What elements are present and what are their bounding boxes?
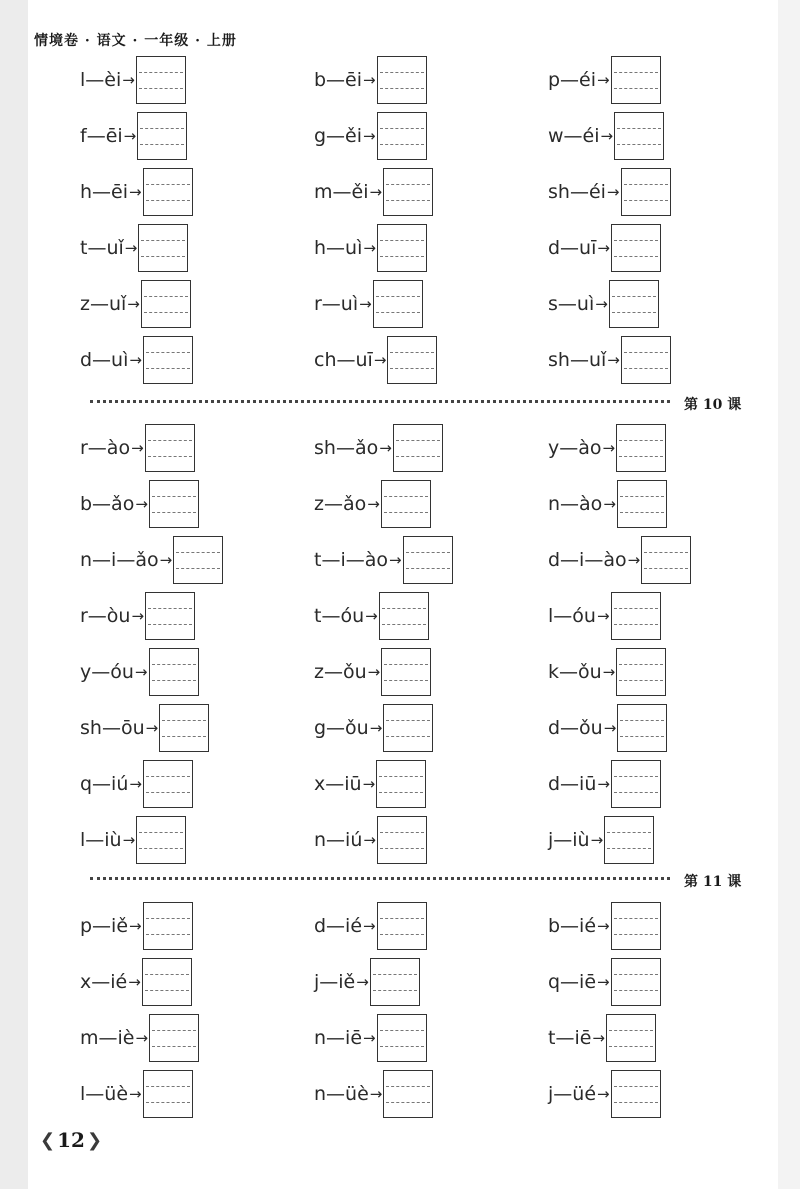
arrow-right-icon: →: [597, 1085, 610, 1103]
arrow-right-icon: →: [356, 973, 369, 991]
arrow-right-icon: →: [122, 71, 135, 89]
pinyin-spelling: sh—ōu: [80, 717, 145, 739]
arrow-right-icon: →: [123, 127, 137, 145]
arrow-right-icon: →: [597, 917, 610, 935]
pinyin-spelling: n—üè: [314, 1083, 369, 1105]
answer-writing-box[interactable]: [149, 480, 199, 528]
answer-writing-box[interactable]: [370, 958, 420, 1006]
answer-writing-box[interactable]: [617, 704, 667, 752]
pinyin-spelling: j—iě: [314, 971, 356, 993]
answer-writing-box[interactable]: [141, 280, 191, 328]
arrow-right-icon: →: [129, 917, 142, 935]
pinyin-exercise-item: [548, 108, 740, 164]
answer-writing-box[interactable]: [142, 958, 192, 1006]
pinyin-spelling: m—iè: [80, 1027, 135, 1049]
pinyin-exercise-item: [548, 898, 740, 954]
answer-writing-box[interactable]: [138, 224, 188, 272]
answer-writing-box[interactable]: [377, 1014, 427, 1062]
answer-writing-box[interactable]: [143, 1070, 193, 1118]
pinyin-exercise-item: [548, 700, 740, 756]
pinyin-spelling: l—óu: [548, 605, 596, 627]
answer-writing-box[interactable]: [616, 648, 666, 696]
arrow-right-icon: →: [367, 495, 380, 513]
answer-writing-box[interactable]: [383, 704, 433, 752]
pinyin-exercise-item: [548, 756, 740, 812]
pinyin-exercise-item: [548, 644, 740, 700]
answer-writing-box[interactable]: [145, 592, 195, 640]
pinyin-exercise-item: [548, 420, 740, 476]
pinyin-exercise-item: [548, 164, 740, 220]
arrow-right-icon: →: [627, 551, 641, 569]
answer-writing-box[interactable]: [136, 56, 186, 104]
pinyin-spelling: t—iē: [548, 1027, 592, 1049]
pinyin-spelling: n—iú: [314, 829, 363, 851]
arrow-right-icon: →: [134, 663, 148, 681]
answer-writing-box[interactable]: [617, 480, 667, 528]
pinyin-spelling: ch—uī: [314, 349, 373, 371]
answer-writing-box[interactable]: [387, 336, 437, 384]
pinyin-exercise-item: [314, 532, 548, 588]
answer-writing-box[interactable]: [376, 760, 426, 808]
arrow-right-icon: →: [127, 295, 140, 313]
arrow-right-icon: →: [122, 831, 136, 849]
arrow-right-icon: →: [367, 663, 381, 681]
arrow-right-icon: →: [363, 239, 376, 257]
pinyin-exercise-item: [548, 332, 740, 388]
answer-writing-box[interactable]: [621, 168, 671, 216]
pinyin-spelling: z—ǒu: [314, 661, 367, 683]
pinyin-spelling: z—ǎo: [314, 493, 367, 515]
arrow-right-icon: →: [590, 831, 604, 849]
arrow-right-icon: →: [369, 719, 383, 737]
pinyin-exercise-item: [548, 812, 740, 868]
pinyin-exercise-item: [314, 1066, 548, 1122]
pinyin-spelling: n—i—ǎo: [80, 549, 159, 571]
pinyin-exercise-item: [80, 220, 314, 276]
section-divider-1: [90, 400, 670, 403]
pinyin-exercise-item: [80, 1066, 314, 1122]
exercise-section-3: [80, 898, 740, 1122]
arrow-right-icon: →: [145, 719, 159, 737]
pinyin-spelling: t—uǐ: [80, 237, 124, 259]
pinyin-spelling: b—ǎo: [80, 493, 135, 515]
pinyin-exercise-item: [314, 52, 548, 108]
pinyin-spelling: p—éi: [548, 69, 597, 91]
pinyin-exercise-item: [80, 954, 314, 1010]
section-divider-2: [90, 877, 670, 880]
pinyin-exercise-item: [80, 164, 314, 220]
pinyin-spelling: x—iū: [314, 773, 362, 795]
pinyin-exercise-item: [548, 532, 740, 588]
answer-writing-box[interactable]: [377, 902, 427, 950]
pinyin-exercise-item: [80, 812, 314, 868]
right-leaf-ornament-icon: ❯: [86, 1129, 103, 1151]
arrow-right-icon: →: [135, 495, 148, 513]
answer-writing-box[interactable]: [143, 902, 193, 950]
arrow-right-icon: →: [597, 973, 610, 991]
pinyin-spelling: l—üè: [80, 1083, 129, 1105]
arrow-right-icon: →: [363, 1029, 376, 1047]
answer-writing-box[interactable]: [611, 902, 661, 950]
lesson-label-10: 第 10 课: [684, 397, 742, 413]
pinyin-spelling: t—óu: [314, 605, 365, 627]
exercise-section-1: [80, 52, 740, 388]
pinyin-exercise-item: [314, 588, 548, 644]
pinyin-spelling: g—ěi: [314, 125, 363, 147]
lesson-label-11: 第 11 课: [684, 874, 742, 890]
answer-writing-box[interactable]: [611, 1070, 661, 1118]
arrow-right-icon: →: [129, 183, 142, 201]
pinyin-spelling: r—ào: [80, 437, 131, 459]
answer-writing-box[interactable]: [604, 816, 654, 864]
arrow-right-icon: →: [600, 127, 614, 145]
pinyin-spelling: w—éi: [548, 125, 600, 147]
pinyin-exercise-item: [314, 898, 548, 954]
answer-writing-box[interactable]: [377, 816, 427, 864]
arrow-right-icon: →: [363, 71, 376, 89]
pinyin-spelling: t—i—ào: [314, 549, 388, 571]
arrow-right-icon: →: [135, 1029, 149, 1047]
answer-writing-box[interactable]: [611, 760, 661, 808]
pinyin-exercise-item: [314, 108, 548, 164]
answer-writing-box[interactable]: [377, 56, 427, 104]
pinyin-grid-3: [80, 898, 740, 1122]
answer-writing-box[interactable]: [173, 536, 223, 584]
arrow-right-icon: →: [389, 551, 402, 569]
answer-writing-box[interactable]: [641, 536, 691, 584]
arrow-right-icon: →: [365, 607, 378, 625]
pinyin-exercise-item: [80, 276, 314, 332]
pinyin-spelling: d—i—ào: [548, 549, 627, 571]
pinyin-spelling: s—uì: [548, 293, 595, 315]
pinyin-spelling: j—iù: [548, 829, 590, 851]
pinyin-spelling: z—uǐ: [80, 293, 127, 315]
pinyin-spelling: d—ié: [314, 915, 363, 937]
exercise-section-2: [80, 420, 740, 868]
pinyin-spelling: b—ēi: [314, 69, 363, 91]
answer-writing-box[interactable]: [136, 816, 186, 864]
answer-writing-box[interactable]: [611, 224, 661, 272]
pinyin-exercise-item: [548, 476, 740, 532]
pinyin-exercise-item: [548, 220, 740, 276]
answer-writing-box[interactable]: [379, 592, 429, 640]
pinyin-exercise-item: [80, 476, 314, 532]
arrow-right-icon: →: [597, 71, 610, 89]
pinyin-exercise-item: [314, 812, 548, 868]
page-number-value: 12: [57, 1128, 85, 1152]
answer-writing-box[interactable]: [137, 112, 187, 160]
pinyin-spelling: h—ēi: [80, 181, 129, 203]
arrow-right-icon: →: [362, 775, 376, 793]
pinyin-exercise-item: [80, 700, 314, 756]
pinyin-spelling: l—èi: [80, 69, 122, 91]
arrow-right-icon: →: [603, 495, 616, 513]
pinyin-grid-2: [80, 420, 740, 868]
arrow-right-icon: →: [369, 1085, 383, 1103]
answer-writing-box[interactable]: [609, 280, 659, 328]
answer-writing-box[interactable]: [383, 1070, 433, 1118]
arrow-right-icon: →: [597, 239, 610, 257]
pinyin-exercise-item: [548, 1010, 740, 1066]
answer-writing-box[interactable]: [606, 1014, 656, 1062]
pinyin-exercise-item: [314, 332, 548, 388]
pinyin-exercise-item: [548, 954, 740, 1010]
pinyin-exercise-item: [80, 756, 314, 812]
page-right-edge: [778, 0, 800, 1189]
arrow-right-icon: →: [129, 351, 142, 369]
pinyin-spelling: p—iě: [80, 915, 129, 937]
pinyin-exercise-item: [314, 476, 548, 532]
pinyin-exercise-item: [80, 898, 314, 954]
answer-writing-box[interactable]: [381, 648, 431, 696]
answer-writing-box[interactable]: [621, 336, 671, 384]
arrow-right-icon: →: [602, 439, 616, 457]
pinyin-exercise-item: [314, 644, 548, 700]
answer-writing-box[interactable]: [611, 592, 661, 640]
pinyin-exercise-item: [314, 276, 548, 332]
pinyin-spelling: g—ǒu: [314, 717, 369, 739]
pinyin-spelling: n—iē: [314, 1027, 363, 1049]
pinyin-spelling: d—iū: [548, 773, 597, 795]
answer-writing-box[interactable]: [159, 704, 209, 752]
pinyin-grid-1: [80, 52, 740, 388]
arrow-right-icon: →: [128, 973, 141, 991]
answer-writing-box[interactable]: [377, 112, 427, 160]
arrow-right-icon: →: [602, 663, 616, 681]
pinyin-exercise-item: [548, 1066, 740, 1122]
arrow-right-icon: →: [373, 351, 387, 369]
arrow-right-icon: →: [363, 127, 376, 145]
arrow-right-icon: →: [159, 551, 173, 569]
arrow-right-icon: →: [363, 917, 376, 935]
pinyin-exercise-item: [314, 220, 548, 276]
answer-writing-box[interactable]: [143, 168, 193, 216]
arrow-right-icon: →: [129, 1085, 142, 1103]
pinyin-exercise-item: [314, 756, 548, 812]
pinyin-exercise-item: [314, 1010, 548, 1066]
pinyin-spelling: q—iú: [80, 773, 129, 795]
answer-writing-box[interactable]: [383, 168, 433, 216]
pinyin-spelling: y—óu: [80, 661, 134, 683]
arrow-right-icon: →: [363, 831, 376, 849]
arrow-right-icon: →: [124, 239, 138, 257]
pinyin-exercise-item: [314, 700, 548, 756]
arrow-right-icon: →: [603, 719, 617, 737]
arrow-right-icon: →: [607, 351, 620, 369]
pinyin-exercise-item: [80, 1010, 314, 1066]
arrow-right-icon: →: [369, 183, 383, 201]
pinyin-spelling: x—ié: [80, 971, 128, 993]
pinyin-exercise-item: [80, 532, 314, 588]
pinyin-exercise-item: [80, 588, 314, 644]
answer-writing-box[interactable]: [611, 958, 661, 1006]
pinyin-spelling: d—uī: [548, 237, 597, 259]
pinyin-spelling: d—uì: [80, 349, 129, 371]
answer-writing-box[interactable]: [145, 424, 195, 472]
pinyin-spelling: d—ǒu: [548, 717, 603, 739]
pinyin-exercise-item: [80, 332, 314, 388]
page-number: [40, 1128, 102, 1152]
answer-writing-box[interactable]: [611, 56, 661, 104]
pinyin-exercise-item: [314, 420, 548, 476]
pinyin-spelling: f—ēi: [80, 125, 123, 147]
pinyin-exercise-item: [548, 588, 740, 644]
answer-writing-box[interactable]: [149, 1014, 199, 1062]
answer-writing-box[interactable]: [143, 336, 193, 384]
arrow-right-icon: →: [131, 607, 145, 625]
pinyin-spelling: y—ào: [548, 437, 602, 459]
pinyin-spelling: h—uì: [314, 237, 363, 259]
answer-writing-box[interactable]: [143, 760, 193, 808]
pinyin-spelling: sh—ǎo: [314, 437, 379, 459]
answer-writing-box[interactable]: [149, 648, 199, 696]
pinyin-spelling: l—iù: [80, 829, 122, 851]
pinyin-spelling: n—ào: [548, 493, 603, 515]
arrow-right-icon: →: [131, 439, 144, 457]
answer-writing-box[interactable]: [381, 480, 431, 528]
answer-writing-box[interactable]: [614, 112, 664, 160]
pinyin-exercise-item: [80, 420, 314, 476]
answer-writing-box[interactable]: [377, 224, 427, 272]
answer-writing-box[interactable]: [373, 280, 423, 328]
arrow-right-icon: →: [129, 775, 142, 793]
pinyin-spelling: r—òu: [80, 605, 131, 627]
pinyin-exercise-item: [548, 276, 740, 332]
page-binding-margin: [0, 0, 28, 1189]
pinyin-spelling: b—ié: [548, 915, 597, 937]
arrow-right-icon: →: [595, 295, 608, 313]
pinyin-spelling: j—üé: [548, 1083, 597, 1105]
left-leaf-ornament-icon: ❮: [40, 1129, 56, 1151]
answer-writing-box[interactable]: [616, 424, 666, 472]
pinyin-spelling: m—ěi: [314, 181, 369, 203]
pinyin-spelling: k—ǒu: [548, 661, 602, 683]
pinyin-exercise-item: [548, 52, 740, 108]
pinyin-exercise-item: [80, 644, 314, 700]
pinyin-exercise-item: [80, 108, 314, 164]
pinyin-exercise-item: [314, 954, 548, 1010]
arrow-right-icon: →: [359, 295, 372, 313]
arrow-right-icon: →: [597, 775, 610, 793]
page-header: 情境卷 · 语文 · 一年级 · 上册: [34, 33, 237, 49]
arrow-right-icon: →: [606, 183, 620, 201]
pinyin-exercise-item: [80, 52, 314, 108]
pinyin-spelling: sh—uǐ: [548, 349, 607, 371]
arrow-right-icon: →: [596, 607, 610, 625]
arrow-right-icon: →: [379, 439, 392, 457]
pinyin-exercise-item: [314, 164, 548, 220]
pinyin-spelling: sh—éi: [548, 181, 606, 203]
answer-writing-box[interactable]: [393, 424, 443, 472]
arrow-right-icon: →: [592, 1029, 605, 1047]
pinyin-spelling: r—uì: [314, 293, 359, 315]
pinyin-spelling: q—iē: [548, 971, 597, 993]
answer-writing-box[interactable]: [403, 536, 453, 584]
